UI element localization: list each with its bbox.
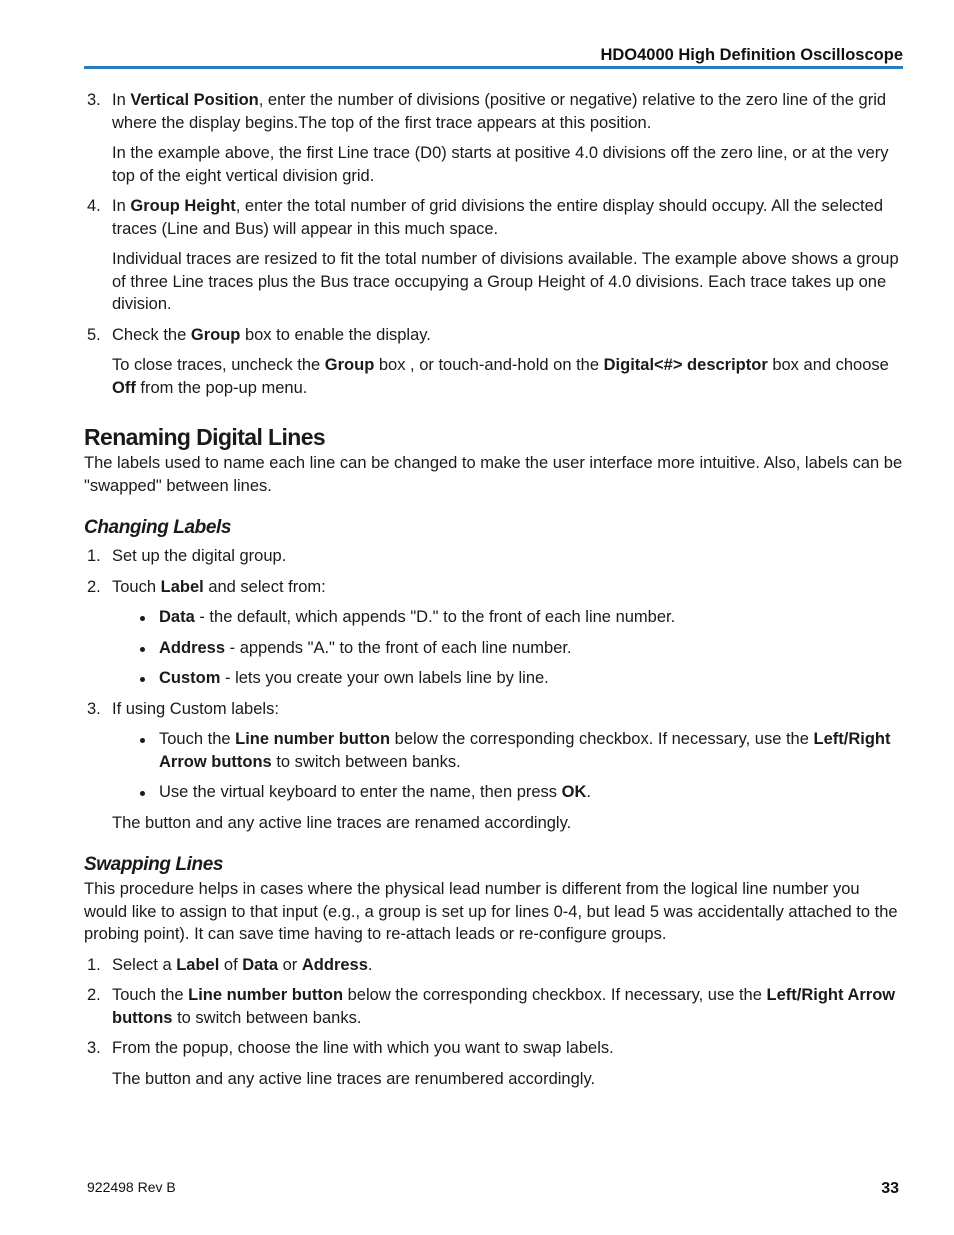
list-item: 1. Select a Label of Data or Address. — [87, 955, 373, 974]
swapping-closing: The button and any active line traces are renumbered accordingly. — [112, 1069, 596, 1088]
bullet-icon — [140, 738, 145, 743]
renaming-intro: The labels used to name each line can be changed to make the user interface more intuitive. Also, labels can be "swapped" between lines. — [84, 454, 903, 495]
list-item: 2. Touch Label and select from: — [87, 577, 326, 596]
page-content — [84, 89, 903, 1090]
list-item: 1. Set up the digital group. — [87, 547, 287, 565]
subsection-heading-changing-labels: Changing Labels — [84, 517, 232, 538]
bullet-icon — [140, 791, 145, 796]
page-header — [84, 44, 903, 69]
changing-closing: The button and any active line traces are renamed accordingly. — [112, 813, 572, 832]
bullet-item-address: Address - appends "A." to the front of each line number. — [84, 637, 903, 660]
step-5-note: To close traces, uncheck the Group box , or touch-and-hold on the Digital<#> descriptor box and choose Off from the pop-up menu. — [112, 356, 889, 397]
header-title: HDO4000 High Definition Oscilloscope — [600, 46, 903, 64]
bullet-item-line-number: Touch the Line number button below the corresponding checkbox. If necessary, use the Left/Right Arrow buttons to switch between banks. — [84, 728, 903, 773]
swapping-intro: This procedure helps in cases where the physical lead number is different from the logical line number you would like to assign to that input (e.g., a group is set up for lines 0-4, but lead 5 was accidentally attached to the probing point). It can save time having to re-attach leads or re-configure groups. — [84, 880, 898, 943]
footer-doc-id: 922498 Rev B — [87, 1179, 176, 1195]
step-4-note: Individual traces are resized to fit the total number of divisions available. The example above shows a group of three Line traces plus the Bus trace occupying a Group Height of 4.0 divisions. Each trace takes up one division. — [112, 250, 899, 313]
list-item: 3. If using Custom labels: — [87, 699, 279, 718]
list-item-step-5: 5. Check the Group box to enable the display. — [87, 325, 431, 344]
bullet-item-custom: Custom - lets you create your own labels line by line. — [84, 667, 903, 690]
bullet-icon — [140, 647, 145, 652]
page-number: 33 — [881, 1180, 899, 1197]
list-item: 2. Touch the Line number button below the corresponding checkbox. If necessary, use the Left/Right Arrow buttons to switch between banks. — [87, 986, 896, 1027]
section-heading-renaming: Renaming Digital Lines — [84, 424, 326, 450]
bullet-item-data: Data - the default, which appends "D." to the front of each line number. — [84, 606, 903, 629]
bullet-icon — [140, 677, 145, 682]
list-item: 3. From the popup, choose the line with which you want to swap labels. — [87, 1039, 614, 1057]
list-item-step-3: 3. In Vertical Position, enter the number of divisions (positive or negative) relative to the zero line of the grid where the display begins.The top of the first trace appears at this position. — [87, 91, 887, 132]
bullet-icon — [140, 616, 145, 621]
list-item-step-4: 4. In Group Height, enter the total number of grid divisions the entire display should occupy. All the selected traces (Line and Bus) will appear in this much space. — [87, 197, 883, 238]
step-3-note: In the example above, the first Line trace (D0) starts at positive 4.0 divisions off the zero line, or at the very top of the eight vertical division grid. — [112, 144, 889, 185]
bullet-item-keyboard: Use the virtual keyboard to enter the name, then press OK. — [84, 781, 903, 804]
subsection-heading-swapping-lines: Swapping Lines — [84, 854, 224, 875]
